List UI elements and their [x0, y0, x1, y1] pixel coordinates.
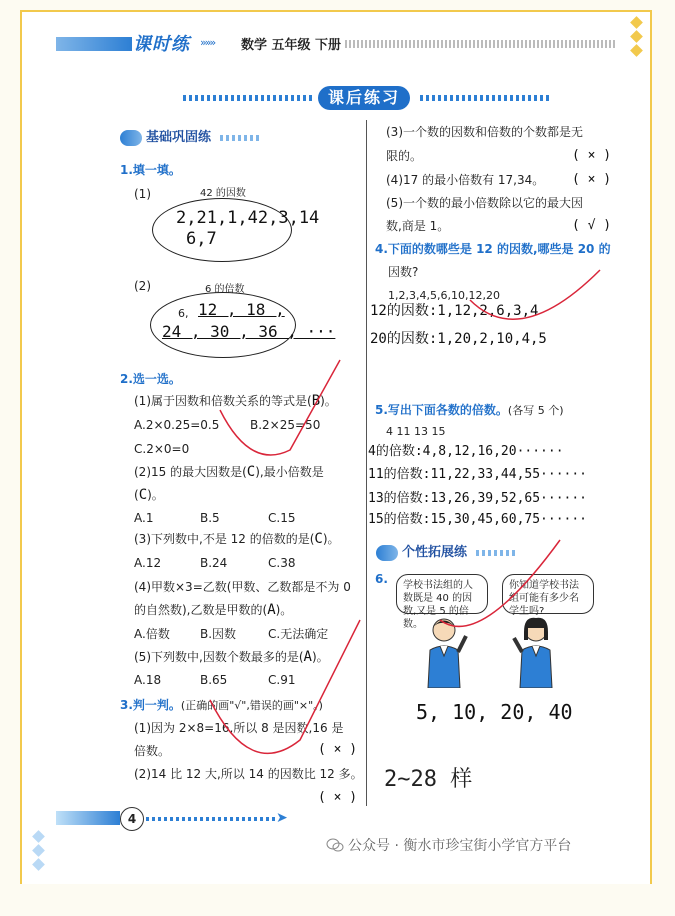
q3-j4-line1: (4)17 的最小倍数有 17,34。 [386, 173, 545, 187]
q1-part1-caption: 42 的因数 [200, 188, 246, 199]
q2-s1-opt-c: C.2×0=0 [134, 442, 190, 456]
q1-part1-answer[interactable]: 2,21,1,42,3,14 [176, 208, 320, 228]
q4-answer-12[interactable]: 12的因数:1,12,2,6,3,4 [370, 303, 539, 319]
header-logo: 课时练 [133, 34, 190, 55]
q6-label: 6. [375, 572, 388, 586]
q2-s1-opt-a: A.2×0.25=0.5 [134, 418, 220, 432]
q4-heading2: 因数? [388, 265, 419, 279]
q3-j5-answer[interactable]: ( √ ) [572, 218, 612, 233]
q2-s3-end: )。 [322, 532, 340, 546]
q2-s4-end: )。 [275, 603, 293, 617]
q3-j5-line1: (5)一个数的最小倍数除以它的最大因 [386, 196, 583, 210]
header-arrows: »»» [200, 36, 215, 49]
q5-row-15[interactable]: 15的倍数:15,30,45,60,75······ [368, 512, 588, 527]
q5-heading: 5.写出下面各数的倍数。 [375, 403, 508, 417]
footer-arrow-icon: ➤ [276, 810, 288, 826]
q5-row-4[interactable]: 4的倍数:4,8,12,16,20······ [368, 444, 564, 459]
q1-heading: 1.填一填。 [120, 163, 181, 177]
q2-s3-opt-b: B.24 [200, 556, 228, 570]
wechat-icon [326, 838, 344, 852]
q1-part2-prefix: 6, [178, 307, 189, 320]
q2-s2-opt-c: C.15 [268, 511, 296, 525]
q1-part2-row2[interactable]: 24 , 30 , 36 , ··· [162, 322, 336, 341]
q2-s4-line1: (4)甲数×3=乙数(甲数、乙数都是不为 0 [134, 580, 351, 594]
q3-j1-answer[interactable]: ( × ) [318, 742, 358, 757]
q2-s2-text: (2)15 的最大因数是( [134, 465, 247, 479]
q3-j2-line1: (2)14 比 12 大,所以 14 的因数比 12 多。 [134, 767, 363, 781]
header-subject: 数学 五年级 下册 [241, 38, 342, 53]
check-mark [440, 540, 560, 626]
q2-s4-answer[interactable]: A [267, 602, 276, 618]
q1-part2-row1[interactable]: 12 , 18 , [198, 300, 285, 319]
q2-s5-text: (5)下列数中,因数个数最多的是( [134, 650, 304, 664]
q2-s3-opt-a: A.12 [134, 556, 162, 570]
q3-j3-line1: (3)一个数的因数和倍数的个数都是无 [386, 125, 583, 139]
q3-j5-line2: 数,商是 1。 [386, 219, 450, 233]
section-ext-title: 个性拓展练 [402, 545, 468, 560]
check-mark [220, 360, 340, 455]
q2-s5-opt-b: B.65 [200, 673, 228, 687]
q2-s1-text: (1)属于因数和倍数关系的等式是( [134, 394, 312, 408]
q3-j1-line1: (1)因为 2×8=16,所以 8 是因数,16 是 [134, 721, 344, 735]
q2-s4-opt-a: A.倍数 [134, 627, 170, 641]
q2-s2b-end: )。 [147, 488, 164, 502]
q4-answer-20[interactable]: 20的因数:1,20,2,10,4,5 [370, 331, 547, 347]
q1-part2-label: (2) [134, 279, 151, 293]
q2-s3-text: (3)下列数中,不是 12 的倍数的是( [134, 532, 315, 546]
q2-s3-answer[interactable]: C [314, 531, 323, 547]
check-mark [210, 620, 360, 753]
q2-heading: 2.选一选。 [120, 372, 181, 386]
q1-part1-answer2[interactable]: 6,7 [186, 229, 217, 249]
q2-s2b-answer[interactable]: C [138, 487, 148, 503]
q2-s2-mid: ),最小倍数是 [255, 465, 324, 479]
q2-s5-opt-c: C.91 [268, 673, 296, 687]
q2-s2b-open: ( [134, 488, 139, 502]
speech-bubble-left: 学校书法组的人数既是 40 的因数,又是 5 的倍数。 [396, 574, 488, 614]
q2-s2-opt-a: A.1 [134, 511, 154, 525]
q5-row-13[interactable]: 13的倍数:13,26,39,52,65······ [368, 491, 588, 506]
q2-s3-opt-c: C.38 [268, 556, 296, 570]
q2-s5-answer[interactable]: A [303, 649, 312, 665]
q5-note: (各写 5 个) [507, 404, 564, 417]
q5-numbers: 4 11 13 15 [386, 425, 446, 438]
q2-s4-opt-b: B.因数 [200, 627, 237, 641]
q3-j4-answer[interactable]: ( × ) [572, 172, 612, 187]
footer-bar [56, 811, 120, 825]
q6-scribble[interactable]: 2~28 样 [384, 767, 473, 792]
page-number: 4 [120, 807, 144, 831]
section-basic-title: 基础巩固练 [146, 130, 212, 145]
q4-heading: 4.下面的数哪些是 12 的因数,哪些是 20 的 [375, 242, 611, 256]
q3-heading: 3.判一判。 [120, 698, 181, 712]
speech-bubble-right: 你知道学校书法组可能有多少名学生吗? [502, 574, 594, 614]
q1-part1-label: (1) [134, 187, 151, 201]
q2-s4-text: 的自然数),乙数是甲数的( [134, 603, 268, 617]
q2-s2-answer[interactable]: C [246, 464, 256, 480]
q2-s1-opt-b: B.2×25=50 [250, 418, 321, 432]
footer-dots [146, 817, 276, 821]
q6-answer[interactable]: 5, 10, 20, 40 [416, 700, 573, 724]
q3-j1-line2: 倍数。 [134, 744, 171, 758]
q1-part2-caption: 6 的倍数 [205, 284, 245, 295]
check-mark [470, 270, 600, 319]
q2-s5-opt-a: A.18 [134, 673, 162, 687]
watermark: 公众号 · 衡水市珍宝街小学官方平台 [348, 838, 572, 854]
q2-s2-opt-b: B.5 [200, 511, 220, 525]
q2-s1-end: )。 [320, 394, 337, 408]
q3-j3-line2: 限的。 [386, 149, 423, 163]
page-title: 课后练习 [318, 86, 410, 110]
q3-j3-answer[interactable]: ( × ) [572, 148, 612, 163]
q2-s4-opt-c: C.无法确定 [268, 627, 329, 641]
q3-j2-answer[interactable]: ( × ) [318, 790, 358, 805]
q3-heading-note: (正确的画"√",错误的画"×"。) [180, 699, 323, 712]
q4-numbers: 1,2,3,4,5,6,10,12,20 [388, 289, 500, 302]
q5-row-11[interactable]: 11的倍数:11,22,33,44,55······ [368, 467, 588, 482]
q2-s1-answer[interactable]: B [311, 393, 321, 409]
q2-s5-end: )。 [311, 650, 329, 664]
